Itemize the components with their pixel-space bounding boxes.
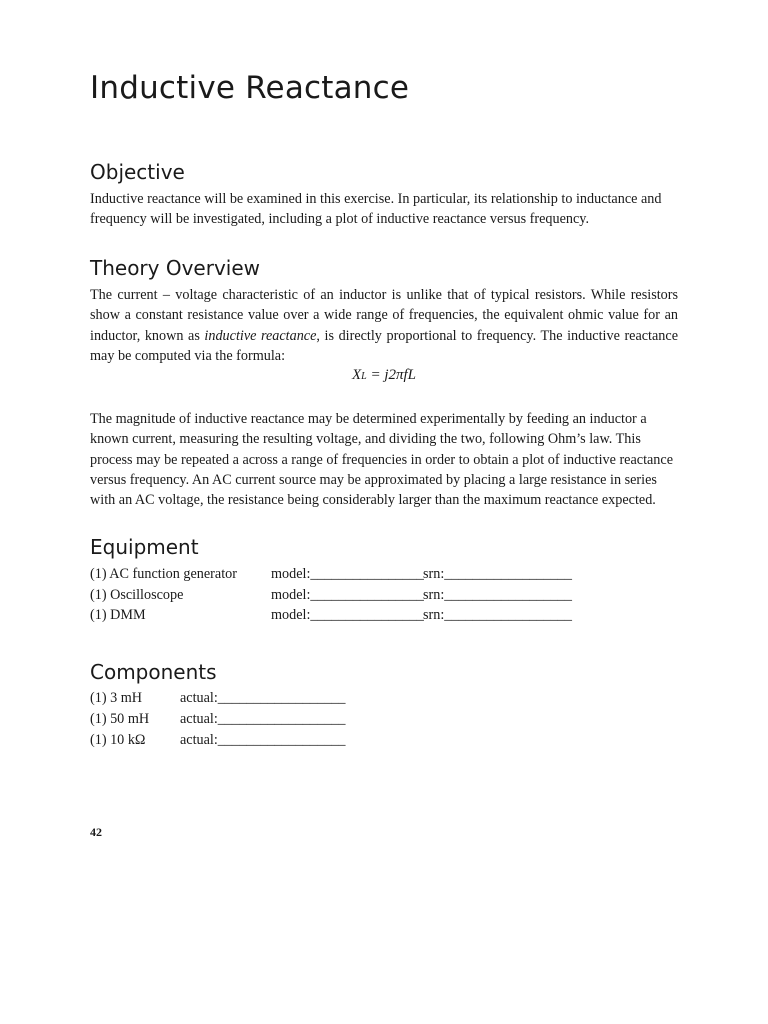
equipment-model-field: model:________________	[271, 566, 424, 582]
page-number: 42	[90, 825, 102, 839]
component-name: (1) 3 mH	[90, 690, 143, 706]
equipment-name: (1) AC function generator	[90, 566, 237, 582]
theory-para1-text-b: , is directly proportional to frequency. The inductive reactance may be computed via the formula:	[90, 327, 678, 364]
equipment-name: (1) DMM	[90, 607, 146, 623]
theory-para1-text-a: The current – voltage characteristic of an inductor is unlike that of typical resistors. While resistors show a constant resistance value over a wide range of frequencies, the equivalent ohmic value for an inductor, known as	[90, 287, 678, 344]
component-name: (1) 50 mH	[90, 711, 150, 727]
theory-paragraph-2: The magnitude of inductive reactance may be determined experimentally by feeding an inductor a known current, measuring the resulting voltage, and dividing the two, following Ohm’s law. This process may be repeated a across a range of frequencies in order to obtain a plot of inductive reactance versus frequency. An AC current source may be approximated by placing a large resistance in series with an AC voltage, the resistance being considerably larger than the maximum reactance expected.	[90, 411, 673, 509]
equipment-model-field: model:________________	[271, 607, 424, 623]
equipment-srn-field: srn:__________________	[423, 607, 572, 623]
formula-lhs: X	[351, 367, 362, 383]
equipment-srn-field: srn:__________________	[423, 587, 572, 603]
components-heading: Components	[90, 660, 217, 684]
equipment-heading: Equipment	[90, 535, 199, 559]
objective-heading: Objective	[90, 160, 185, 184]
theory-heading: Theory Overview	[90, 256, 261, 280]
equipment-srn-field: srn:__________________	[423, 566, 572, 582]
component-actual-field: actual:__________________	[180, 711, 346, 727]
component-actual-field: actual:__________________	[180, 732, 346, 748]
theory-paragraph-1	[90, 285, 678, 366]
theory-para1-emphasis: inductive reactance	[204, 327, 317, 344]
formula-rhs: = j2πfL	[366, 367, 417, 383]
component-name: (1) 10 kΩ	[90, 732, 146, 748]
reactance-formula	[90, 367, 678, 384]
page-title: Inductive Reactance	[90, 70, 410, 106]
equipment-model-field: model:________________	[271, 587, 424, 603]
component-actual-field: actual:__________________	[180, 690, 346, 706]
objective-text: Inductive reactance will be examined in this exercise. In particular, its relationship to inductance and frequency will be investigated, including a plot of inductive reactance versus frequency.	[90, 191, 662, 228]
formula-subscript: L	[361, 371, 367, 382]
equipment-name: (1) Oscilloscope	[90, 587, 184, 603]
